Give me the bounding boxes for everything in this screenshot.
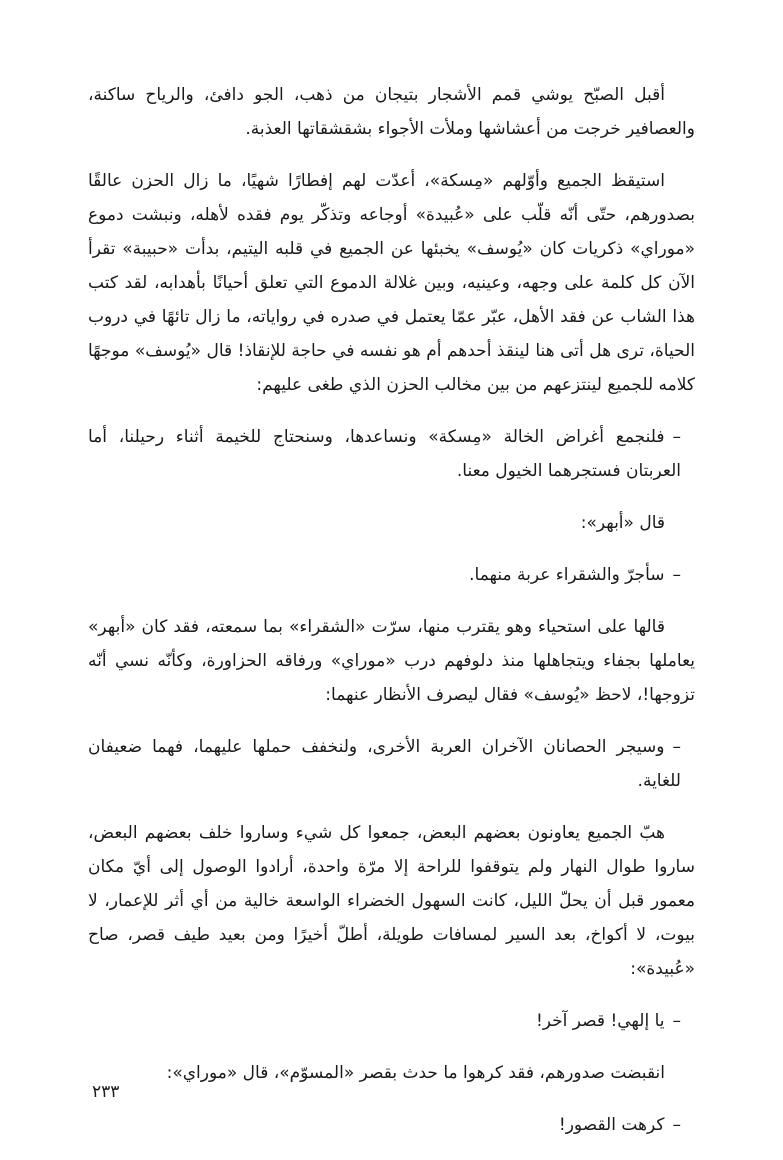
page-number: ٢٣٣ xyxy=(92,1082,120,1102)
narrative-paragraph: هبّ الجميع يعاونون بعضهم البعض، جمعوا كل شيء وساروا خلف بعضهم البعض، ساروا طوال النهار ولم يتوقفوا للراحة إلا مرّة واحدة، أرادوا الوصول إلى أيّ مكان معمور قبل أن يحلّ الليل، كانت السهول الخضراء الواسعة خالية من أي أثر للإعمار، لا بيوت، لا أكواخ، بعد السير لمسافات طويلة، أطلّ أخيرًا ومن بعيد طيف قصر، صاح «عُبيدة»: xyxy=(88,823,695,979)
dialogue-line xyxy=(88,420,695,488)
page-text-body xyxy=(88,78,695,1160)
dialogue-text: سأجرّ والشقراء عربة منهما. xyxy=(469,565,665,585)
dialogue-dash: – xyxy=(672,1011,681,1031)
dialogue-dash: – xyxy=(672,1115,681,1135)
speech-attribution: قال «أبهر»: xyxy=(580,513,665,533)
narrative-paragraph: أقبل الصبّح يوشي قمم الأشجار بتيجان من ذهب، الجو دافئ، والرياح ساكنة، والعصافير خرجت من أعشاشها وملأت الأجواء بشقشقاتها العذبة. xyxy=(88,85,695,139)
dialogue-text: فلنجمع أغراض الخالة «مِسكة» ونساعدها، وسنحتاج للخيمة أثناء رحيلنا، أما العربتان فستجرهما الخيول معنا. xyxy=(88,427,681,481)
dialogue-line xyxy=(88,1108,695,1142)
dialogue-line xyxy=(88,1004,695,1038)
dialogue-text: يا إلهي! قصر آخر! xyxy=(535,1011,665,1031)
dialogue-dash: – xyxy=(672,565,681,585)
dialogue-line xyxy=(88,558,695,592)
dialogue-text: كرهت القصور! xyxy=(558,1115,665,1135)
dialogue-dash: – xyxy=(672,737,681,757)
narrative-paragraph: استيقظ الجميع وأوّلهم «مِسكة»، أعدّت لهم إفطارًا شهيًا، ما زال الحزن عالقًا بصدورهم، حتّى أنّه قلّب على «عُبيدة» أوجاعه وتذكّر يوم فقده لأهله، ونبشت دموع «موراي» ذكريات كان «يُوسف» يخبئها عن الجميع في قلبه اليتيم، بدأت «حبيبة» تقرأ الآن كل كلمة على وجهه، وعينيه، وبين غلالة الدموع التي تعلق أحيانًا بأهدابه، لقد كتب هذا الشاب عن فقد الأهل، عبّر عمّا يعتمل في صدره في رواياته، ما زال تائهًا في دروب الحياة، ترى هل أتى هنا لينقذ أحدهم أم هو نفسه في حاجة للإنقاذ! قال «يُوسف» موجهًا كلامه للجميع لينتزعهم من بين مخالب الحزن الذي طغى عليهم: xyxy=(88,171,695,395)
speech-attribution: انقبضت صدورهم، فقد كرهوا ما حدث بقصر «المسوّم»، قال «موراي»: xyxy=(166,1063,665,1083)
dialogue-text: وسيجر الحصانان الآخران العربة الأخرى، ولنخفف حملها عليهما، فهما ضعيفان للغاية. xyxy=(88,737,681,791)
dialogue-line xyxy=(88,730,695,798)
narrative-paragraph: قالها على استحياء وهو يقترب منها، سرّت «الشقراء» بما سمعته، فقد كان «أبهر» يعاملها بجفاء ويتجاهلها منذ دلوفهم درب «موراي» ورفاقه الحزاورة، وكأنّه نسي أنّه تزوجها!، لاحظ «يُوسف» فقال ليصرف الأنظار عنهما: xyxy=(88,617,695,705)
dialogue-dash: – xyxy=(672,427,681,447)
